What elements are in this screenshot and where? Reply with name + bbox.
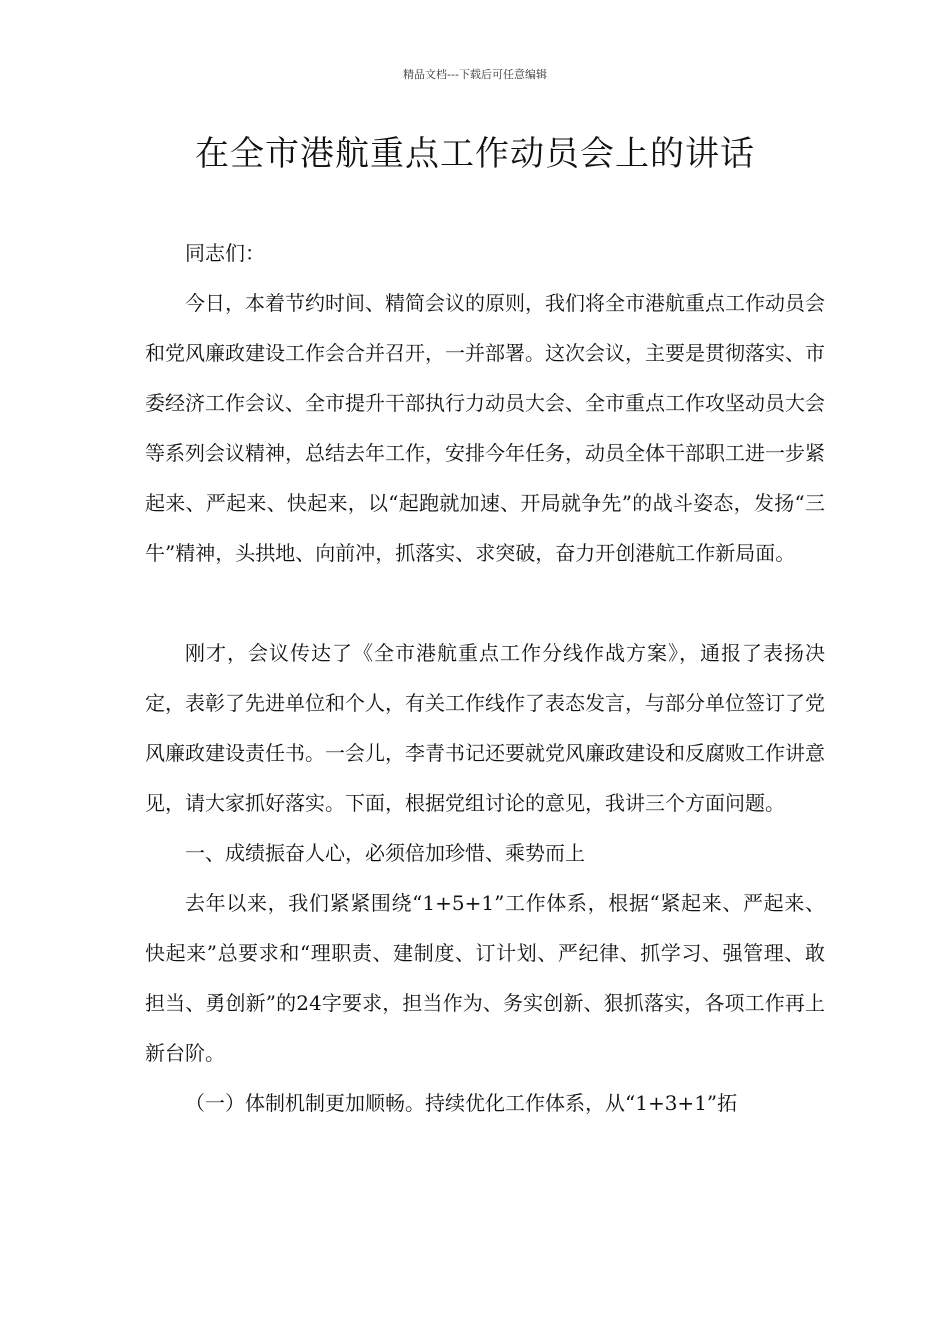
header-note: 精品文档---下载后可任意编辑 [403,68,547,81]
document-body [145,228,825,1128]
intro-paragraph: 今日，本着节约时间、精简会议的原则，我们将全市港航重点工作动员会和党风廉政建设工作会合并召开，一并部署。这次会议，主要是贯彻落实、市委经济工作会议、全市提升干部执行力动员大会、全市重点工作攻坚动员大会等系列会议精神，总结去年工作，安排今年任务，动员全体干部职工进一步紧起来、严起来、快起来，以“起跑就加速、开局就争先”的战斗姿态，发扬“三牛”精神，头拱地、向前冲，抓落实、求突破，奋力开创港航工作新局面。 [145,291,825,565]
subsection-paragraph-1: （一）体制机制更加顺畅。持续优化工作体系，从“1+3+1”拓 [185,1091,738,1115]
meeting-summary-paragraph: 刚才，会议传达了《全市港航重点工作分线作战方案》，通报了表扬决定，表彰了先进单位和个人，有关工作线作了表态发言，与部分单位签订了党风廉政建设责任书。一会儿，李青书记还要就党风廉政建设和反腐败工作讲意见，请大家抓好落实。下面，根据党组讨论的意见，我讲三个方面问题。 [145,641,825,815]
section-heading-1: 一、成绩振奋人心，必须倍加珍惜、乘势而上 [185,841,585,865]
salutation-paragraph: 同志们： [185,241,265,265]
paragraph-spacer [145,578,825,628]
achievements-paragraph: 去年以来，我们紧紧围绕“1+5+1”工作体系，根据“紧起来、严起来、快起来”总要求和“理职责、建制度、订计划、严纪律、抓学习、强管理、敢担当、勇创新”的24字要求，担当作为、务实创新、狠抓落实，各项工作再上新台阶。 [145,891,825,1065]
document-title: 在全市港航重点工作动员会上的讲话 [195,134,755,174]
